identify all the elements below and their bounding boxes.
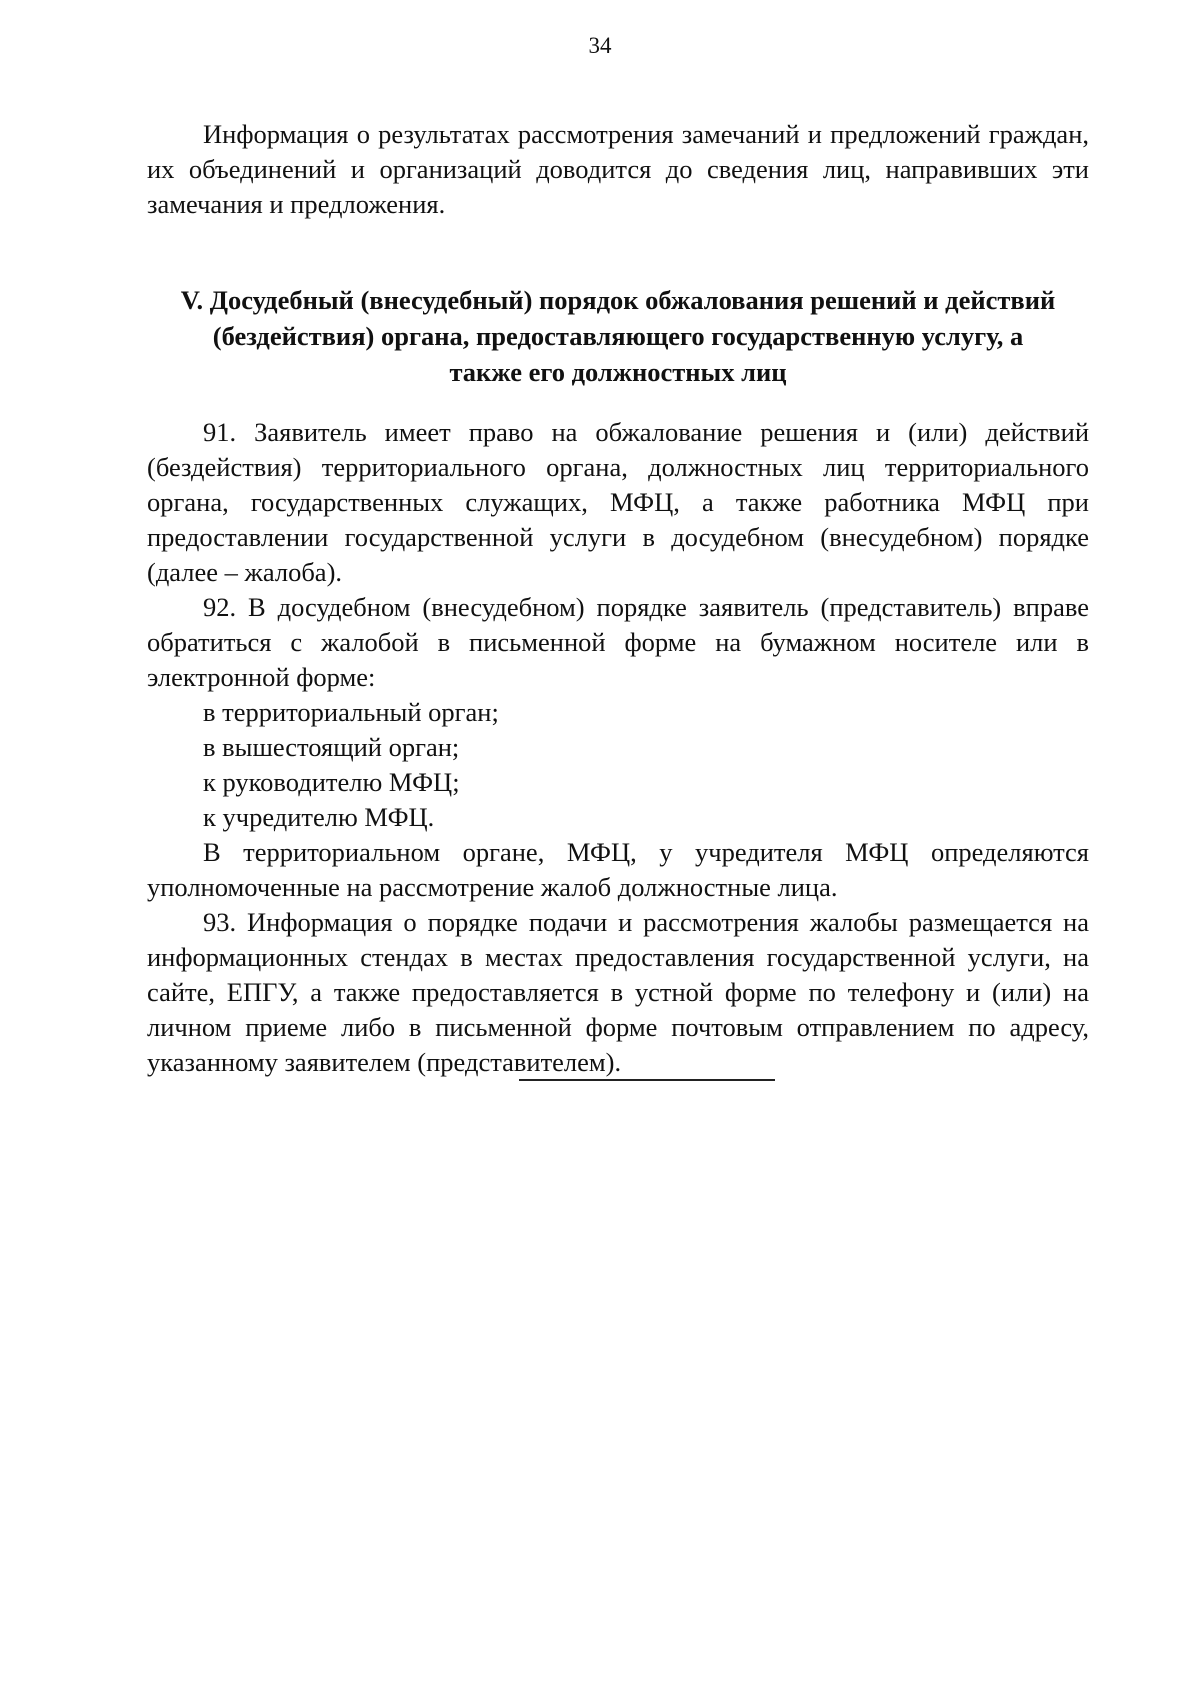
paragraph-92: 92. В досудебном (внесудебном) порядке заявитель (представитель) вправе обратиться с жалобой в письменной форме на бумажном носителе или в электронной форме: (147, 592, 1089, 692)
paragraph-93: 93. Информация о порядке подачи и рассмотрения жалобы размещается на информационных стендах в местах предоставления государственной услуги, на сайте, ЕПГУ, а также предоставляется в устной форме по телефону и (или) на личном приеме либо в письменной форме почтовым отправлением по адресу, указанному заявителем (представителем). (147, 907, 1089, 1077)
section-heading-line-2: (бездействия) органа, предоставляющего государственную услугу, а (212, 321, 1024, 351)
end-of-document-rule (519, 1079, 775, 1081)
intro-paragraph: Информация о результатах рассмотрения замечаний и предложений граждан, их объединений и организаций доводится до сведения лиц, направивших эти замечания и предложения. (147, 119, 1089, 219)
paragraph-91: 91. Заявитель имеет право на обжалование решения и (или) действий (бездействия) территориального органа, должностных лиц территориального органа, государственных служащих, МФЦ, а также работника МФЦ при предоставлении государственной услуги в досудебном (внесудебном) порядке (далее – жалоба). (147, 417, 1089, 587)
section-heading-line-1: V. Досудебный (внесудебный) порядок обжалования решений и действий (180, 285, 1056, 315)
document-body (147, 117, 1089, 1080)
section-heading (147, 282, 1089, 390)
list-item-territorial-body: в территориальный орган; (203, 697, 499, 727)
section-heading-line-3: также его должностных лиц (449, 357, 787, 387)
list-item-higher-body: в вышестоящий орган; (203, 732, 460, 762)
page-number: 34 (588, 33, 612, 58)
paragraph-92-officials: В территориальном органе, МФЦ, у учредителя МФЦ определяются уполномоченные на рассмотрение жалоб должностные лица. (147, 837, 1089, 902)
list-item-mfc-founder: к учредителю МФЦ. (203, 802, 435, 832)
list-item-mfc-head: к руководителю МФЦ; (203, 767, 460, 797)
